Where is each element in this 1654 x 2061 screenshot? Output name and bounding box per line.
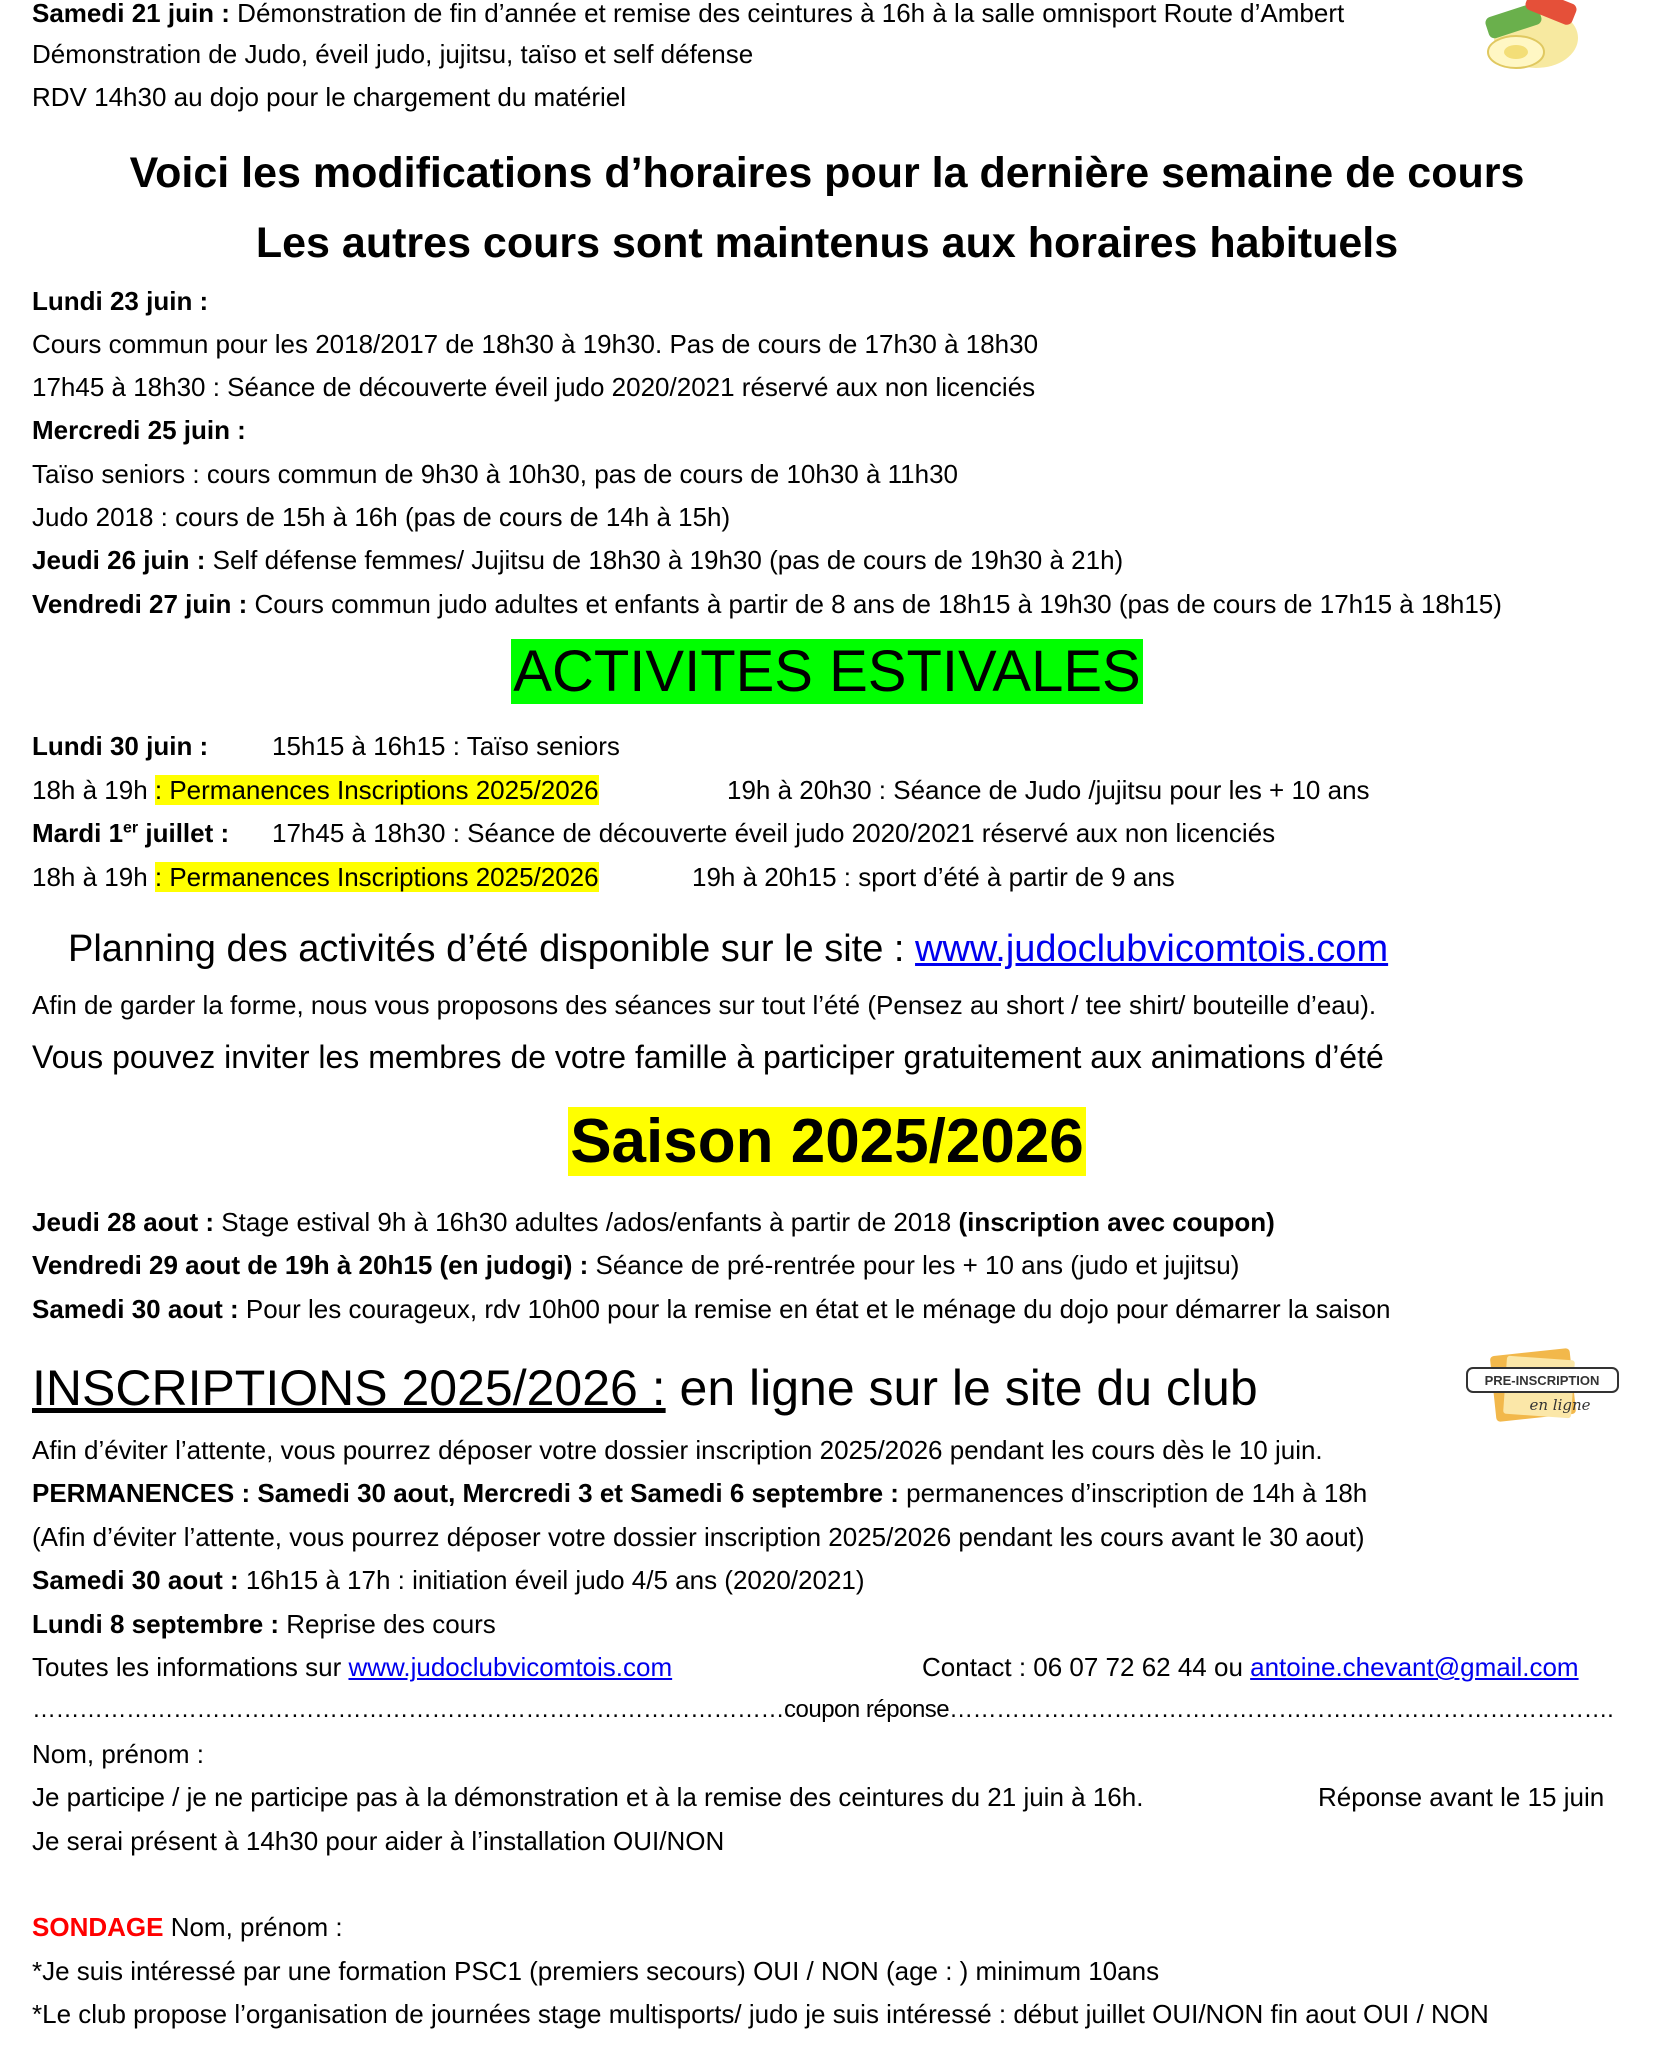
inscriptions-title [32,1358,1258,1418]
summer-perm-badge-2: : Permanences Inscriptions 2025/2026 [154,862,599,892]
info-link[interactable]: www.judoclubvicomtois.com [348,1652,673,1682]
vendredi-27-label: Vendredi 27 juin : [32,589,248,619]
intro-text: Démonstration de fin d’année et remise des ceintures à 16h à la salle omnisport Route d’Ambert [229,0,1345,28]
inscriptions-perm-text: permanences d’inscription de 14h à 18h [898,1478,1368,1508]
summer-lundi-line [32,729,208,763]
planning-link[interactable]: www.judoclubvicomtois.com [915,928,1389,970]
contact-text: Contact : 06 07 72 62 44 ou [922,1652,1251,1682]
inscriptions-info-line [32,1650,672,1684]
intro-date: Samedi 21 juin : [32,0,230,28]
jeudi-26-text: Self défense femmes/ Jujitsu de 18h30 à 19h30 (pas de cours de 19h30 à 21h) [205,545,1124,575]
season-jeudi-text: Stage estival 9h à 16h30 adultes /ados/enfants à partir de 2018 [214,1207,959,1237]
inscriptions-perm-label: PERMANENCES : Samedi 30 aout, Mercredi 3 et Samedi 6 septembre : [32,1478,899,1508]
summer-perm-line-1 [32,773,599,807]
vendredi-27-line [32,587,1502,621]
summer-judo-line: 19h à 20h30 : Séance de Judo /jujitsu pour les + 10 ans [727,775,1370,805]
sondage-label: SONDAGE [32,1912,164,1942]
jeudi-26-label: Jeudi 26 juin : [32,545,206,575]
inscriptions-line-3: (Afin d’éviter l’attente, vous pourrez déposer votre dossier inscription 2025/2026 pendant les cours avant le 30 aout) [32,1522,1365,1552]
mercredi-25-line-2: Judo 2018 : cours de 15h à 16h (pas de cours de 14h à 15h) [32,502,731,532]
summer-planning-line [68,925,1388,973]
summer-mardi-label [32,816,229,850]
summer-famille: Vous pouvez inviter les membres de votre famille à participer gratuitement aux animations d’été [32,1039,1384,1075]
inscriptions-title-underlined: INSCRIPTIONS 2025/2026 : [32,1360,666,1416]
coupon-reponse: Réponse avant le 15 juin [1318,1782,1605,1812]
summer-title-wrap [0,634,1654,710]
season-jeudi-line [32,1205,1275,1239]
lundi-23-line-2: 17h45 à 18h30 : Séance de découverte éveil judo 2020/2021 réservé aux non licenciés [32,372,1036,402]
contact-email-link[interactable]: antoine.chevant@gmail.com [1250,1652,1579,1682]
season-vendredi-line [32,1248,1239,1282]
coupon-separator: ……………………………………………………………………………………coupon réponse…………………………………………………………………………. [32,1696,1614,1723]
contact-line [922,1650,1579,1684]
sondage-stage: *Le club propose l’organisation de journées stage multisports/ judo je suis intéressé : début juillet OUI/NON fin aout OUI / NON [32,1999,1489,2029]
mardi-sup: er [123,819,139,837]
changes-heading-1: Voici les modifications d’horaires pour la dernière semaine de cours [129,149,1525,197]
planning-text: Planning des activités d’été disponible sur le site : [68,928,916,970]
summer-perm-line-2 [32,860,599,894]
inscriptions-line-1: Afin d’éviter l’attente, vous pourrez déposer votre dossier inscription 2025/2026 pendant les cours dès le 10 juin. [32,1435,1323,1465]
summer-title: ACTIVITES ESTIVALES [513,639,1141,704]
season-title: Saison 2025/2026 [570,1107,1084,1176]
summer-mardi-text: 17h45 à 18h30 : Séance de découverte éveil judo 2020/2021 réservé aux non licenciés [272,818,1276,848]
mercredi-25-label: Mercredi 25 juin : [32,415,246,445]
jeudi-26-line [32,543,1123,577]
vendredi-27-text: Cours commun judo adultes et enfants à partir de 8 ans de 18h15 à 19h30 (pas de cours de 17h15 à 18h15) [247,589,1502,619]
mercredi-25-line-1: Taïso seniors : cours commun de 9h30 à 10h30, pas de cours de 10h30 à 11h30 [32,459,959,489]
summer-perm-badge-1: : Permanences Inscriptions 2025/2026 [154,775,599,805]
season-vendredi-text: Séance de pré-rentrée pour les + 10 ans (judo et jujitsu) [588,1250,1240,1280]
season-samedi-label: Samedi 30 aout : [32,1294,239,1324]
intro-line-2: Démonstration de Judo, éveil judo, jujitsu, taïso et self défense [32,39,754,69]
logo-sub: en ligne [1529,1396,1591,1414]
season-title-wrap [0,1104,1654,1180]
mardi-label-a: Mardi 1 [32,818,124,848]
summer-lundi-label: Lundi 30 juin : [32,731,209,761]
summer-perm-time-1: 18h à 19h [32,775,155,805]
lundi-23-label: Lundi 23 juin : [32,286,209,316]
summer-perm-time-2: 18h à 19h [32,862,155,892]
intro-line-1 [32,0,1344,30]
lundi-23-line-1: Cours commun pour les 2018/2017 de 18h30 à 19h30. Pas de cours de 17h30 à 18h30 [32,329,1039,359]
inscriptions-lundi-line [32,1607,496,1641]
info-text: Toutes les informations sur [32,1652,349,1682]
inscriptions-perm-line [32,1476,1367,1510]
sondage-line [32,1910,343,1944]
mardi-label-b: juillet : [138,818,230,848]
season-samedi-line [32,1292,1391,1326]
season-jeudi-label: Jeudi 28 aout : [32,1207,215,1237]
inscriptions-samedi-line [32,1563,865,1597]
summer-sport-line: 19h à 20h15 : sport d’été à partir de 9 ans [692,862,1175,892]
inscriptions-lundi-text: Reprise des cours [279,1609,496,1639]
summer-forme: Afin de garder la forme, nous vous proposons des séances sur tout l’été (Pensez au short / tee shirt/ bouteille d’eau). [32,990,1377,1020]
inscriptions-lundi-label: Lundi 8 septembre : [32,1609,280,1639]
belts-logo-icon [1466,0,1596,80]
coupon-nom: Nom, prénom : [32,1739,204,1769]
inscriptions-samedi-text: 16h15 à 17h : initiation éveil judo 4/5 ans (2020/2021) [238,1565,865,1595]
coupon-participe: Je participe / je ne participe pas à la démonstration et à la remise des ceintures du 21 juin à 16h. [32,1782,1144,1812]
inscriptions-samedi-label: Samedi 30 aout : [32,1565,239,1595]
sondage-nom: Nom, prénom : [163,1912,343,1942]
coupon-present: Je serai présent à 14h30 pour aider à l’installation OUI/NON [32,1826,725,1856]
intro-line-3: RDV 14h30 au dojo pour le chargement du matériel [32,82,627,112]
changes-heading-2: Les autres cours sont maintenus aux horaires habituels [255,219,1399,267]
summer-taiso: 15h15 à 16h15 : Taïso seniors [272,731,620,761]
logo-text: PRE-INSCRIPTION [1484,1373,1600,1388]
season-jeudi-bold: (inscription avec coupon) [958,1207,1275,1237]
season-samedi-text: Pour les courageux, rdv 10h00 pour la remise en état et le ménage du dojo pour démarrer la saison [238,1294,1391,1324]
season-vendredi-label: Vendredi 29 aout de 19h à 20h15 (en judogi) : [32,1250,589,1280]
inscriptions-title-rest: en ligne sur le site du club [665,1360,1258,1416]
pre-inscription-logo-icon [1465,1348,1620,1428]
sondage-psc1: *Je suis intéressé par une formation PSC1 (premiers secours) OUI / NON (age : ) minimum 10ans [32,1956,1160,1986]
